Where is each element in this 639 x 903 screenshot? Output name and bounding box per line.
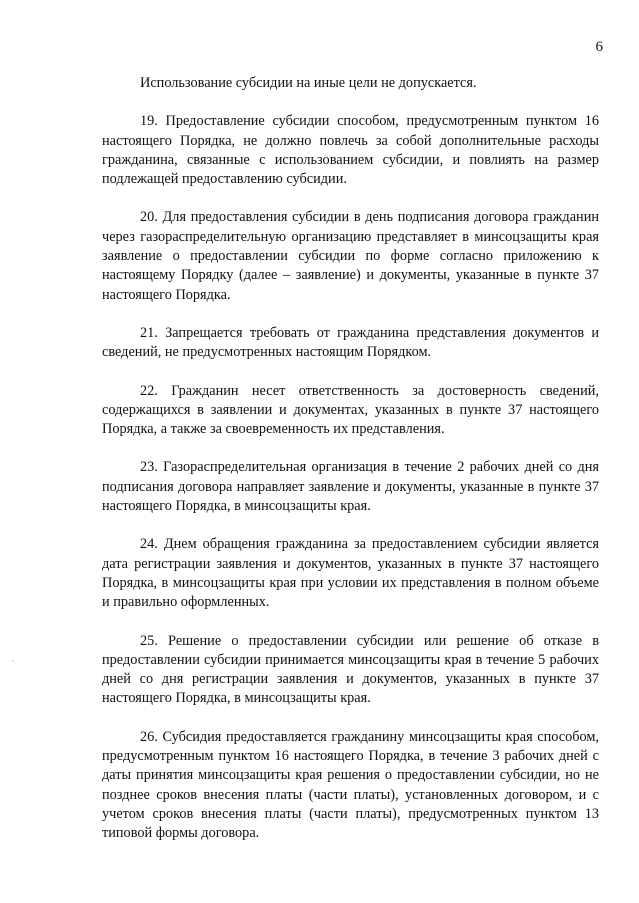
paragraph-22: 22. Гражданин несет ответственность за достоверность сведений, содержащихся в заявлении и документах, указанных в пункте 37 настоящего Порядка, а также за своевременность их представления. <box>102 382 599 438</box>
paragraph-intro: Использование субсидии на иные цели не допускается. <box>140 75 477 91</box>
page-number: 6 <box>595 39 603 55</box>
scan-speck <box>12 660 14 662</box>
paragraph-21: 21. Запрещается требовать от гражданина представления документов и сведений, не предусмотренных настоящим Порядком. <box>102 324 599 361</box>
paragraph-23: 23. Газораспределительная организация в течение 2 рабочих дней со дня подписания договора направляет заявление и документы, указанные в пункте 37 настоящего Порядка, в минсоцзащиты края. <box>102 459 599 515</box>
paragraph-19: 19. Предоставление субсидии способом, предусмотренным пунктом 16 настоящего Порядка, не должно повлечь за собой дополнительные расходы гражданина, связанные с использованием субсидии, и повлиять на размер подлежащей предоставлению субсидии. <box>102 113 599 188</box>
paragraph-20: 20. Для предоставления субсидии в день подписания договора гражданин через газораспределительную организацию представляет в минсоцзащиты края заявление о предоставлении субсидии по форме согласно приложению к настоящему Порядку (далее – заявление) и документы, указанные в пункте 37 настоящего Порядка. <box>102 209 599 303</box>
paragraph-24: 24. Днем обращения гражданина за предоставлением субсидии является дата регистрации заявления и документов, указанных в пункте 37 настоящего Порядка, в минсоцзащиты края при условии их представления в полном объеме и правильно оформленных. <box>102 536 599 611</box>
paragraph-25: 25. Решение о предоставлении субсидии или решение об отказе в предоставлении субсидии принимается минсоцзащиты края в течение 5 рабочих дней со дня регистрации заявления и документов, указанных в пункте 37 настоящего Порядка, в минсоцзащиты края. <box>102 632 599 707</box>
paragraph-26: 26. Субсидия предоставляется гражданину минсоцзащиты края способом, предусмотренным пунктом 16 настоящего Порядка, в течение 3 рабочих дней с даты принятия минсоцзащиты края решения о предоставлении субсидии, но не позднее сроков внесения платы (части платы), установленных договором, и с учетом сроков внесения платы (части платы), предусмотренных пунктом 13 типовой формы договора. <box>102 728 599 842</box>
document-body <box>102 74 599 844</box>
